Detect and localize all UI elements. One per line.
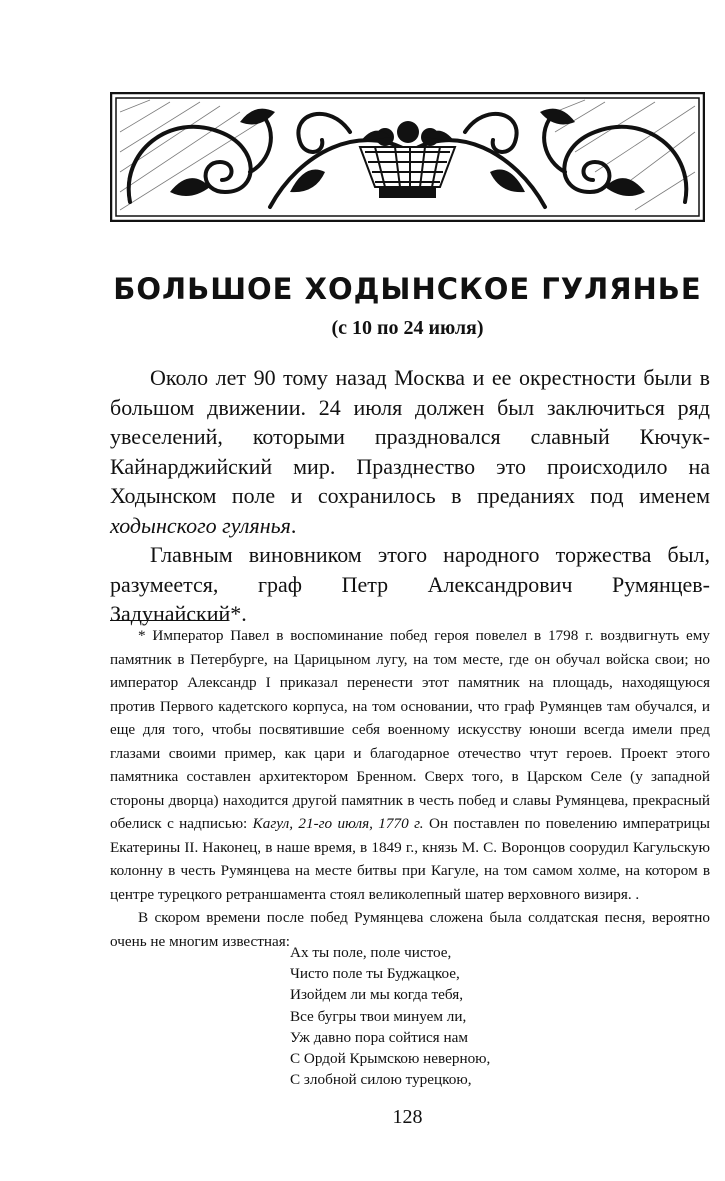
verse-line: Уж давно пора сойтися нам: [290, 1028, 468, 1046]
paragraph-1-italic: ходынского гулянья: [110, 512, 291, 538]
footnote-divider: [110, 620, 228, 621]
verse-line: Чисто поле ты Буджацкое,: [290, 965, 460, 983]
paragraph-1-text: Около лет 90 тому назад Москва и ее окрестности были в большом движении. 24 июля должен был заключиться ряд увеселений, которыми праздновался славный Кючук-Кайнарджийский мир. Празднество это происходило на Ходынском поле и сохранилось в преданиях под именем: [110, 365, 710, 508]
footnote-text-2: Он поставлен по повелению императрицы Екатерины II. Наконец, в наше время, в 1849 г., князь М. С. Воронцов соорудил Кагульскую колонну в честь Румянцева на месте битвы при Кагуле, на том самом холме, на котором в центре турецкого ретраншамента стоял великолепный шатер верховного визиря. .: [110, 815, 711, 903]
footnote-paragraph-2: В скором времени после побед Румянцева сложена была солдатская песня, вероятно очень не многим известная:: [110, 909, 710, 950]
verse-line: Все бугры твои минуем ли,: [290, 1007, 467, 1025]
footnote: [110, 624, 710, 953]
verse-line: Изойдем ли мы когда тебя,: [290, 986, 464, 1004]
vine-basket-ornament-icon: [110, 92, 705, 222]
paragraph-1-end: .: [290, 512, 297, 538]
chapter-subtitle: (с 10 по 24 июля): [331, 317, 484, 339]
paragraph-1: [110, 363, 710, 540]
verse-line: С Ордой Крымскою неверною,: [290, 1050, 491, 1068]
song-verse: [290, 942, 690, 1090]
paragraph-2: Главным виновником этого народного торжества был, разумеется, граф Петр Александрович Румянцев-Задунайский*.: [110, 542, 710, 626]
main-text: [110, 363, 710, 629]
verse-line: Ах ты поле, поле чистое,: [290, 944, 452, 961]
footnote-inscription: Кагул, 21-го июля, 1770 г.: [252, 815, 424, 832]
footnote-text-1: * Император Павел в воспоминание побед героя повелел в 1798 г. воздвигнуть ему памятник в Петербурге, на Царицыном лугу, на том месте, где он обучал войска свои; но император Александр I приказал перенести этот памятник на площадь, находящуюся против Первого кадетского корпуса, на том основании, что граф Румянцев там обучался, и еще для того, чтобы посвятившие себя военному искусству юноши всегда имели пред глазами своими пример, как цари и благодарное отечество чтут героев. Проект этого памятника составлен архитектором Бренном. Сверх того, в Царском Селе (у западной стороны дворца) находится другой памятник в честь побед и славы Румянцева, прекрасный обелиск с надписью:: [110, 627, 710, 832]
page-number: 128: [392, 1106, 423, 1128]
footnote-paragraph-1: [110, 624, 710, 906]
verse-line: С злобной силою турецкою,: [290, 1071, 472, 1089]
chapter-title: БОЛЬШОЕ ХОДЫНСКОЕ ГУЛЯНЬЕ: [113, 272, 702, 306]
